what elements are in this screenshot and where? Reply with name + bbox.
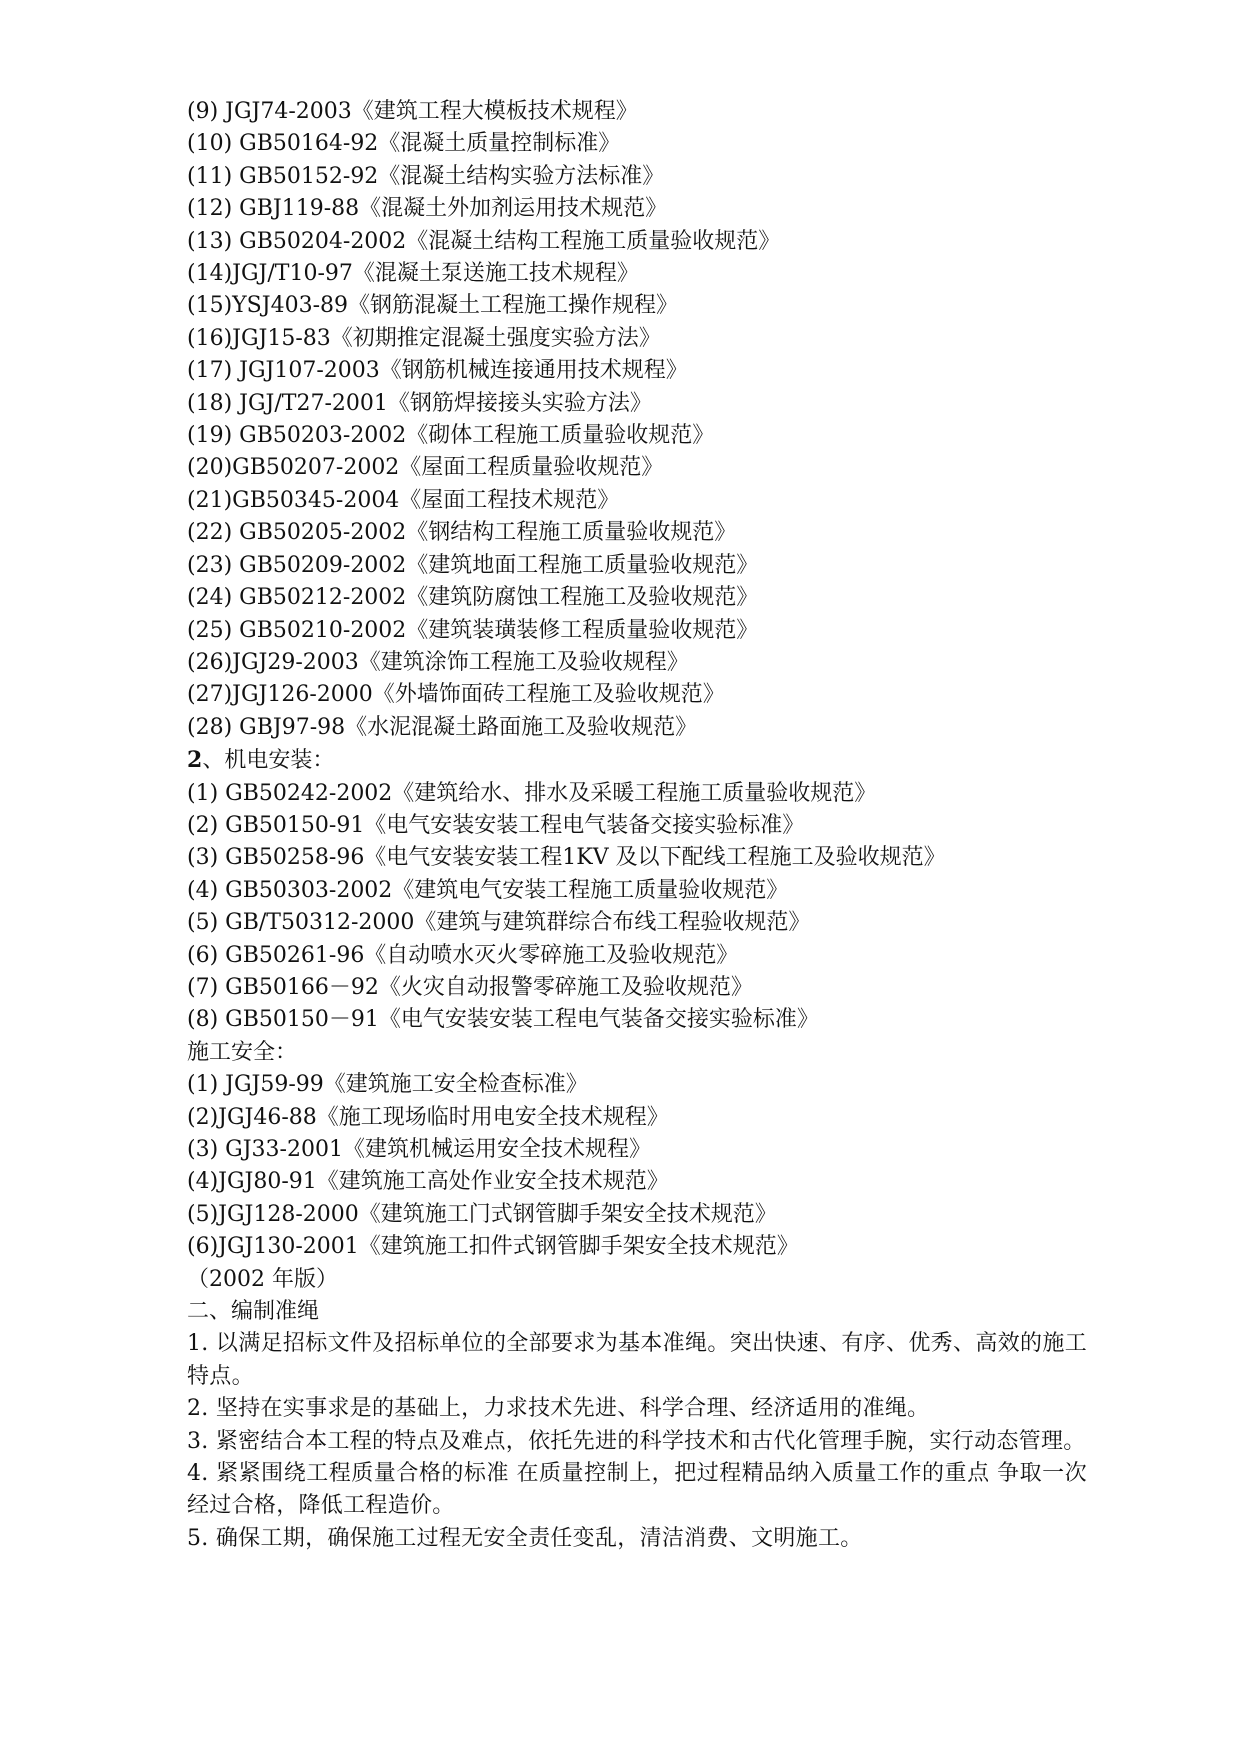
list-item: (9) JGJ74-2003《建筑工程大模板技术规程》 (187, 99, 638, 124)
list-item: (11) GB50152-92《混凝土结构实验方法标准》 (187, 163, 665, 189)
list-item-note: （2002 年版） (187, 1266, 338, 1292)
list-item: (10) GB50164-92《混凝土质量控制标准》 (187, 131, 621, 157)
list-item: (26)JGJ29-2003《建筑涂饰工程施工及验收规程》 (187, 649, 689, 675)
section-title: 、机电安装： (202, 748, 335, 774)
list-item: (4)JGJ80-91《建筑施工高处作业安全技术规范》 (187, 1169, 669, 1195)
paragraph: 4. 紧紧围绕工程质量合格的标准 在质量控制上，把过程精品纳入质量工作的重点 争取一次经过合格，降低工程造价。 (187, 1461, 1087, 1519)
list-item: (6) GB50261-96《自动喷水灭火零碎施工及验收规范》 (187, 942, 739, 968)
list-item: (3) GB50258-96《电气安装安装工程1KV 及以下配线工程施工及验收规范》 (187, 845, 946, 871)
list-item: (1) GB50242-2002《建筑给水、排水及采暖工程施工质量验收规范》 (187, 780, 877, 806)
list-item: (6)JGJ130-2001《建筑施工扣件式钢管脚手架安全技术规范》 (187, 1234, 799, 1260)
list-item: (21)GB50345-2004《屋面工程技术规范》 (187, 487, 620, 513)
list-item: (4) GB50303-2002《建筑电气安装工程施工质量验收规范》 (187, 877, 789, 903)
section-number: 2 (187, 747, 203, 774)
list-item: (2)JGJ46-88《施工现场临时用电安全技术规程》 (187, 1104, 669, 1130)
section-heading-electromechanical (187, 744, 1087, 777)
list-item: (15)YSJ403-89《钢筋混凝土工程施工操作规程》 (187, 293, 678, 319)
paragraph: 3. 紧密结合本工程的特点及难点，依托先进的科学技术和古代化管理手腕，实行动态管理。 (187, 1428, 1086, 1454)
list-item: (12) GBJ119-88《混凝土外加剂运用技术规范》 (187, 196, 668, 222)
list-item: (19) GB50203-2002《砌体工程施工质量验收规范》 (187, 423, 715, 449)
list-item: (16)JGJ15-83《初期推定混凝土强度实验方法》 (187, 325, 661, 351)
list-item: (22) GB50205-2002《钢结构工程施工质量验收规范》 (187, 520, 737, 546)
list-item: (7) GB50166－92《火灾自动报警零碎施工及验收规范》 (187, 974, 753, 1000)
list-item: (5) GB/T50312-2000《建筑与建筑群综合布线工程验收规范》 (187, 910, 811, 936)
section-heading-principles: 二、编制准绳 (187, 1299, 320, 1325)
list-item: (1) JGJ59-99《建筑施工安全检查标准》 (187, 1072, 588, 1098)
list-item: (20)GB50207-2002《屋面工程质量验收规范》 (187, 455, 664, 481)
list-item: (27)JGJ126-2000《外墙饰面砖工程施工及验收规范》 (187, 682, 725, 708)
paragraph: 2. 坚持在实事求是的基础上，力求技术先进、科学合理、经济适用的准绳。 (187, 1396, 930, 1422)
list-item: (14)JGJ/T10-97《混凝土泵送施工技术规程》 (187, 261, 639, 287)
paragraph: 5. 确保工期，确保施工过程无安全责任变乱，清洁消费、文明施工。 (187, 1525, 863, 1551)
list-item: (5)JGJ128-2000《建筑施工门式钢管脚手架安全技术规范》 (187, 1201, 777, 1227)
section-heading-safety: 施工安全： (187, 1039, 298, 1065)
list-item: (13) GB50204-2002《混凝土结构工程施工质量验收规范》 (187, 228, 781, 254)
list-item: (3) GJ33-2001《建筑机械运用安全技术规程》 (187, 1137, 651, 1162)
list-item: (8) GB50150－91《电气安装安装工程电气装备交接实验标准》 (187, 1007, 819, 1033)
list-item: (18) JGJ/T27-2001《钢筋焊接接头实验方法》 (187, 390, 652, 416)
list-item: (24) GB50212-2002《建筑防腐蚀工程施工及验收规范》 (187, 585, 759, 611)
document-body (187, 96, 1087, 1555)
paragraph: 1. 以满足招标文件及招标单位的全部要求为基本准绳。突出快速、有序、优秀、高效的施工特点。 (187, 1331, 1087, 1389)
list-item: (17) JGJ107-2003《钢筋机械连接通用技术规程》 (187, 358, 688, 384)
list-item: (25) GB50210-2002《建筑装璜装修工程质量验收规范》 (187, 617, 759, 643)
list-item: (2) GB50150-91《电气安装安装工程电气装备交接实验标准》 (187, 812, 805, 838)
list-item: (23) GB50209-2002《建筑地面工程施工质量验收规范》 (187, 552, 759, 578)
list-item: (28) GBJ97-98《水泥混凝土路面施工及验收规范》 (187, 714, 698, 740)
